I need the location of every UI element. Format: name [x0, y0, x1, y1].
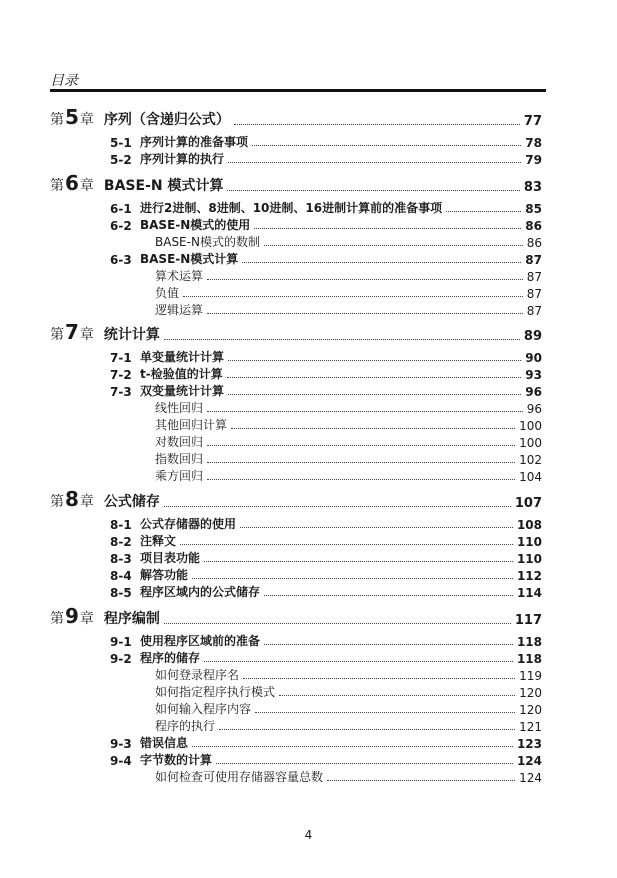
subsection-entry[interactable]	[155, 416, 542, 433]
section-title: 程序区域内的公式储存	[140, 585, 261, 599]
chapter-page: 107	[514, 496, 542, 511]
subsection-title: 程序的执行	[155, 719, 216, 733]
section-number: 8-4	[110, 569, 132, 583]
subsection-title: 算术运算	[155, 269, 204, 283]
dot-leader	[192, 577, 513, 579]
section-page: 90	[525, 351, 542, 365]
chapter-number: 6	[65, 171, 79, 195]
subsection-title: 如何检查可使用存储器容量总数	[155, 770, 324, 784]
dot-leader	[207, 278, 523, 280]
section-number: 7-1	[110, 351, 132, 365]
section-number: 8-1	[110, 518, 132, 532]
subsection-page: 87	[526, 304, 542, 318]
dot-leader	[327, 779, 515, 781]
section-entry[interactable]	[110, 549, 542, 566]
section-number: 7-2	[110, 368, 132, 382]
subsection-page: 121	[519, 720, 542, 734]
section-page: 79	[525, 153, 542, 167]
page-heading: 目录	[50, 73, 78, 89]
dot-leader	[192, 745, 513, 747]
subsection-title: 如何指定程序执行模式	[155, 685, 276, 699]
subsection-entry[interactable]	[155, 768, 542, 785]
section-entry[interactable]	[110, 216, 542, 233]
chapter-prefix: 第	[50, 112, 64, 128]
dot-leader	[207, 461, 515, 463]
dot-leader	[207, 444, 515, 446]
chapter-page: 89	[523, 329, 542, 344]
section-title: 序列计算的执行	[140, 152, 225, 166]
subsection-entry[interactable]	[155, 433, 542, 450]
chapter-label	[50, 322, 94, 344]
dot-leader	[227, 376, 522, 378]
chapter-label	[50, 606, 94, 628]
section-title: 进行2进制、8进制、10进制、16进制计算前的准备事项	[140, 201, 443, 215]
section-title: 双变量统计计算	[140, 384, 225, 398]
section-page: 108	[516, 518, 542, 532]
section-entry[interactable]	[110, 734, 542, 751]
section-page: 114	[516, 586, 542, 600]
dot-leader	[164, 622, 511, 624]
section-number: 8-5	[110, 586, 132, 600]
section-page: 78	[525, 136, 542, 150]
dot-leader	[164, 505, 511, 507]
section-title: 单变量统计计算	[140, 350, 225, 364]
chapter-suffix: 章	[79, 178, 94, 194]
subsection-page: 100	[519, 419, 542, 433]
section-entry[interactable]	[110, 150, 542, 167]
section-title: 序列计算的准备事项	[140, 135, 249, 149]
subsection-page: 124	[519, 771, 542, 785]
dot-leader	[204, 660, 513, 662]
chapter-suffix: 章	[79, 327, 94, 343]
dot-leader	[264, 594, 513, 596]
chapter-entry[interactable]	[50, 107, 542, 129]
section-title: 注释文	[140, 534, 177, 548]
chapter-page: 83	[523, 180, 542, 195]
chapter-title: BASE-N 模式计算	[103, 178, 224, 194]
section-title: 字节数的计算	[140, 753, 213, 767]
section-number: 9-1	[110, 635, 132, 649]
dot-leader	[240, 526, 513, 528]
dot-leader	[264, 643, 513, 645]
dot-leader	[243, 677, 515, 679]
chapter-entry[interactable]	[50, 173, 542, 195]
subsection-title: 指数回归	[155, 452, 204, 466]
dot-leader	[228, 359, 521, 361]
dot-leader	[227, 189, 519, 191]
section-title: 公式存储器的使用	[140, 517, 237, 531]
section-title: 程序的储存	[140, 651, 201, 665]
subsection-title: 乘方回归	[155, 469, 204, 483]
section-entry[interactable]	[110, 632, 542, 649]
chapter-suffix: 章	[79, 494, 94, 510]
dot-leader	[219, 728, 515, 730]
subsection-entry[interactable]	[155, 267, 542, 284]
section-page: 123	[516, 737, 542, 751]
dot-leader	[216, 762, 513, 764]
subsection-entry[interactable]	[155, 233, 542, 250]
dot-leader	[231, 427, 515, 429]
subsection-entry[interactable]	[155, 284, 542, 301]
chapter-page: 117	[514, 613, 542, 628]
page-number: 4	[304, 828, 313, 842]
subsection-title: 如何输入程序内容	[155, 702, 252, 716]
section-entry[interactable]	[110, 532, 542, 549]
dot-leader	[279, 694, 515, 696]
section-entry[interactable]	[110, 365, 542, 382]
chapter-number: 9	[65, 604, 79, 628]
section-title: t-检验值的计算	[140, 367, 223, 381]
chapter-number: 7	[65, 320, 79, 344]
section-entry[interactable]	[110, 649, 542, 666]
section-page: 85	[525, 202, 542, 216]
dot-leader	[164, 338, 520, 340]
section-number: 8-2	[110, 535, 132, 549]
chapter-title: 程序编制	[103, 611, 160, 627]
chapter-entry[interactable]	[50, 489, 542, 511]
subsection-entry[interactable]	[155, 450, 542, 467]
section-entry[interactable]	[110, 382, 542, 399]
dot-leader	[207, 478, 515, 480]
subsection-page: 119	[519, 669, 542, 683]
subsection-title: 逻辑运算	[155, 303, 204, 317]
chapter-prefix: 第	[50, 327, 64, 343]
section-page: 93	[525, 368, 542, 382]
subsection-page: 100	[519, 436, 542, 450]
section-entry[interactable]	[110, 566, 542, 583]
chapter-prefix: 第	[50, 494, 64, 510]
subsection-page: 104	[519, 470, 542, 484]
subsection-entry[interactable]	[155, 301, 542, 318]
section-number: 9-4	[110, 754, 132, 768]
chapter-title: 序列（含递归公式）	[103, 112, 230, 128]
dot-leader	[204, 560, 513, 562]
section-entry[interactable]	[110, 250, 542, 267]
subsection-title: 对数回归	[155, 435, 204, 449]
dot-leader	[254, 227, 521, 229]
section-entry[interactable]	[110, 348, 542, 365]
section-entry[interactable]	[110, 133, 542, 150]
section-number: 5-1	[110, 136, 132, 150]
section-title: 错误信息	[140, 736, 189, 750]
chapter-label	[50, 489, 94, 511]
section-number: 5-2	[110, 153, 132, 167]
chapter-label	[50, 107, 94, 129]
chapter-title: 公式储存	[103, 494, 160, 510]
dot-leader	[207, 312, 523, 314]
subsection-entry[interactable]	[155, 467, 542, 484]
section-number: 9-2	[110, 652, 132, 666]
dot-leader	[264, 244, 523, 246]
dot-leader	[234, 123, 520, 125]
section-number: 6-2	[110, 219, 132, 233]
subsection-entry[interactable]	[155, 700, 542, 717]
section-page: 112	[516, 569, 542, 583]
chapter-number: 5	[65, 105, 79, 129]
subsection-page: 102	[519, 453, 542, 467]
section-page: 118	[516, 635, 542, 649]
section-page: 86	[525, 219, 542, 233]
subsection-title: 线性回归	[155, 401, 204, 415]
section-entry[interactable]	[110, 751, 542, 768]
dot-leader	[446, 210, 521, 212]
subsection-entry[interactable]	[155, 666, 542, 683]
subsection-page: 96	[526, 402, 542, 416]
section-number: 6-1	[110, 202, 132, 216]
chapter-suffix: 章	[79, 112, 94, 128]
chapter-entry[interactable]	[50, 322, 542, 344]
section-page: 96	[525, 385, 542, 399]
subsection-page: 87	[526, 270, 542, 284]
dot-leader	[252, 144, 521, 146]
subsection-title: 其他回归计算	[155, 418, 228, 432]
section-title: BASE-N模式计算	[140, 252, 239, 266]
section-number: 6-3	[110, 253, 132, 267]
section-title: 解答功能	[140, 568, 189, 582]
section-page: 110	[516, 535, 542, 549]
section-title: 项目表功能	[140, 551, 201, 565]
subsection-page: 120	[519, 686, 542, 700]
section-page: 87	[525, 253, 542, 267]
section-entry[interactable]	[110, 583, 542, 600]
dot-leader	[255, 711, 515, 713]
section-page: 110	[516, 552, 542, 566]
dot-leader	[183, 295, 523, 297]
subsection-page: 87	[526, 287, 542, 301]
section-number: 9-3	[110, 737, 132, 751]
section-page: 124	[516, 754, 542, 768]
subsection-entry[interactable]	[155, 399, 542, 416]
subsection-title: BASE-N模式的数制	[155, 235, 260, 249]
chapter-entry[interactable]	[50, 606, 542, 628]
dot-leader	[180, 543, 513, 545]
section-page: 118	[516, 652, 542, 666]
chapter-number: 8	[65, 487, 79, 511]
section-number: 7-3	[110, 385, 132, 399]
subsection-entry[interactable]	[155, 717, 542, 734]
chapter-label	[50, 173, 94, 195]
subsection-entry[interactable]	[155, 683, 542, 700]
section-title: BASE-N模式的使用	[140, 218, 251, 232]
subsection-title: 负值	[155, 286, 180, 300]
chapter-title: 统计计算	[103, 327, 160, 343]
dot-leader	[228, 161, 521, 163]
section-title: 使用程序区域前的准备	[140, 634, 261, 648]
subsection-title: 如何登录程序名	[155, 668, 240, 682]
dot-leader	[228, 393, 521, 395]
chapter-suffix: 章	[79, 611, 94, 627]
chapter-prefix: 第	[50, 611, 64, 627]
dot-leader	[242, 261, 521, 263]
chapter-page: 77	[523, 114, 542, 129]
subsection-page: 120	[519, 703, 542, 717]
chapter-prefix: 第	[50, 178, 64, 194]
dot-leader	[207, 410, 523, 412]
section-entry[interactable]	[110, 199, 542, 216]
section-entry[interactable]	[110, 515, 542, 532]
subsection-page: 86	[526, 236, 542, 250]
section-number: 8-3	[110, 552, 132, 566]
